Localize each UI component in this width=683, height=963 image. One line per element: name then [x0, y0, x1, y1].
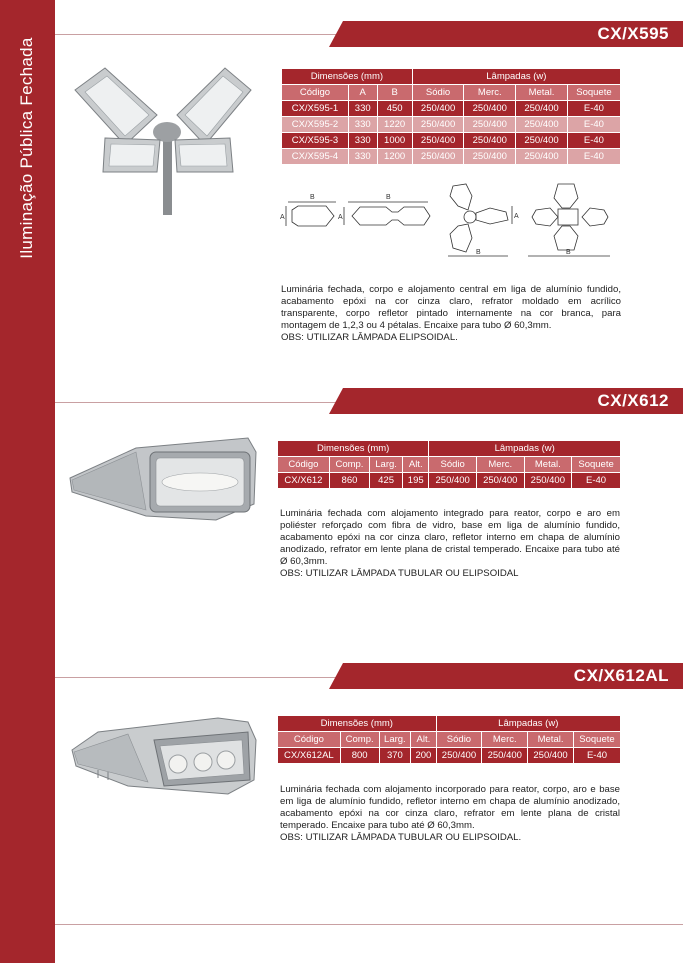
table-cell: 370 — [379, 748, 411, 764]
table-cell: 250/400 — [412, 133, 464, 149]
product-image-cx-x612 — [66, 434, 261, 524]
column-header: Alt. — [403, 457, 429, 473]
table-row — [278, 473, 621, 489]
column-header: Sódio — [436, 732, 482, 748]
spec-table — [277, 440, 621, 489]
column-header: Soquete — [572, 457, 621, 473]
table-cell: 250/400 — [464, 149, 516, 165]
product-description — [280, 784, 620, 844]
table-cell: CX/X612AL — [278, 748, 341, 764]
dimension-label-a: A — [280, 214, 285, 221]
description-obs: OBS: UTILIZAR LÂMPADA TUBULAR OU ELIPSOIDAL — [280, 568, 519, 579]
column-header: Soquete — [573, 732, 620, 748]
column-header: Código — [278, 457, 330, 473]
table-cell: 450 — [377, 101, 412, 117]
description-obs: OBS: UTILIZAR LÂMPADA ELIPSOIDAL. — [281, 332, 458, 343]
table-cell: 250/400 — [482, 748, 528, 764]
column-header: Sódio — [412, 85, 464, 101]
product-image-cx-x612al — [68, 710, 263, 802]
table-cell: 330 — [348, 149, 377, 165]
dimensions-header: Dimensões (mm) — [282, 69, 413, 85]
column-header: Código — [278, 732, 341, 748]
table-cell: 860 — [329, 473, 369, 489]
table-cell: 250/400 — [464, 101, 516, 117]
column-header: Larg. — [370, 457, 403, 473]
product-title-banner: CX/X612AL — [343, 663, 683, 689]
column-header: Merc. — [464, 85, 516, 101]
table-cell: 250/400 — [429, 473, 477, 489]
lamps-header: Lâmpadas (w) — [436, 716, 620, 732]
table-cell: 250/400 — [516, 117, 568, 133]
description-text: Luminária fechada com alojamento incorporado para reator, corpo, aro e base em liga de alumínio fundido, refletor interno em chapa de alumínio anodizado, acabamento epóxi na cor cinza claro, refrator em lente plana de cristal temperado. Encaixe para tubo até Ø 60,3mm. — [280, 784, 620, 831]
table-cell: 1200 — [377, 149, 412, 165]
column-header: Larg. — [379, 732, 411, 748]
dimensions-header: Dimensões (mm) — [278, 441, 429, 457]
description-obs: OBS: UTILIZAR LÂMPADA TUBULAR OU ELIPSOIDAL. — [280, 832, 522, 843]
column-header: A — [348, 85, 377, 101]
dimensions-header: Dimensões (mm) — [278, 716, 437, 732]
table-cell: CX/X595-4 — [282, 149, 349, 165]
table-row — [282, 101, 621, 117]
sidebar-title: Iluminação Pública Fechada — [17, 37, 36, 259]
table-row — [282, 133, 621, 149]
table-cell: 250/400 — [516, 133, 568, 149]
table-cell: 1220 — [377, 117, 412, 133]
table-cell: CX/X612 — [278, 473, 330, 489]
column-header: Merc. — [476, 457, 524, 473]
table-cell: 250/400 — [524, 473, 572, 489]
table-cell: E-40 — [573, 748, 620, 764]
description-text: Luminária fechada com alojamento integrado para reator, corpo e aro em poliéster reforçado com fibra de vidro, base em liga de alumínio fundido, acabamento epóxi na cor cinza claro, refletor interno em chapa de alumínio anodizado, refrator em lente plana de cristal temperado. Encaixe para tubo até Ø 60,3mm. — [280, 508, 620, 567]
table-cell: 250/400 — [528, 748, 574, 764]
table-cell: 195 — [403, 473, 429, 489]
table-cell: 250/400 — [516, 101, 568, 117]
table-cell: CX/X595-2 — [282, 117, 349, 133]
table-cell: 250/400 — [476, 473, 524, 489]
description-text: Luminária fechada, corpo e alojamento central em liga de alumínio fundido, acabamento epóxi na cor cinza claro, refrator moldado em acrílico transparente, corpo refletor pintado internamente na cor branca, para montagem de 1,2,3 ou 4 pétalas. Encaixe para tubo Ø 60,3mm. — [281, 284, 621, 331]
product-image-cx-x595 — [65, 60, 255, 215]
table-cell: 250/400 — [412, 101, 464, 117]
product-title-banner: CX/X595 — [343, 21, 683, 47]
product-title-banner: CX/X612 — [343, 388, 683, 414]
table-cell: 250/400 — [516, 149, 568, 165]
divider — [55, 924, 683, 925]
lamps-header: Lâmpadas (w) — [429, 441, 621, 457]
table-cell: CX/X595-1 — [282, 101, 349, 117]
table-cell: E-40 — [572, 473, 621, 489]
dimension-label-a: A — [338, 214, 343, 221]
dimension-label-b: B — [476, 249, 481, 256]
dimension-label-b: B — [310, 194, 315, 201]
column-header: Merc. — [482, 732, 528, 748]
table-cell: 1000 — [377, 133, 412, 149]
table-cell: 250/400 — [412, 117, 464, 133]
technical-drawings — [278, 180, 618, 260]
table-row — [278, 748, 621, 764]
table-cell: 250/400 — [412, 149, 464, 165]
dimension-label-b: B — [566, 249, 571, 256]
dimension-label-a: A — [514, 213, 519, 220]
table-cell: 330 — [348, 117, 377, 133]
table-cell: 800 — [340, 748, 379, 764]
product-description — [281, 284, 621, 344]
table-cell: 250/400 — [464, 133, 516, 149]
column-header: Alt. — [411, 732, 436, 748]
table-cell: E-40 — [567, 149, 620, 165]
column-header: Metal. — [528, 732, 574, 748]
spec-table — [281, 68, 621, 165]
column-header: Comp. — [329, 457, 369, 473]
column-header: Código — [282, 85, 349, 101]
column-header: Metal. — [516, 85, 568, 101]
product-description — [280, 508, 620, 580]
table-cell: 250/400 — [436, 748, 482, 764]
spec-table — [277, 715, 621, 764]
column-header: Comp. — [340, 732, 379, 748]
column-header: Metal. — [524, 457, 572, 473]
table-cell: E-40 — [567, 117, 620, 133]
column-header: B — [377, 85, 412, 101]
table-cell: E-40 — [567, 133, 620, 149]
lamps-header: Lâmpadas (w) — [412, 69, 620, 85]
table-cell: 425 — [370, 473, 403, 489]
table-cell: CX/X595-3 — [282, 133, 349, 149]
table-cell: 200 — [411, 748, 436, 764]
table-cell: 250/400 — [464, 117, 516, 133]
column-header: Sódio — [429, 457, 477, 473]
table-row — [282, 117, 621, 133]
table-cell: 330 — [348, 101, 377, 117]
table-row — [282, 149, 621, 165]
table-cell: E-40 — [567, 101, 620, 117]
sidebar — [0, 0, 55, 963]
column-header: Soquete — [567, 85, 620, 101]
table-cell: 330 — [348, 133, 377, 149]
dimension-label-b: B — [386, 194, 391, 201]
